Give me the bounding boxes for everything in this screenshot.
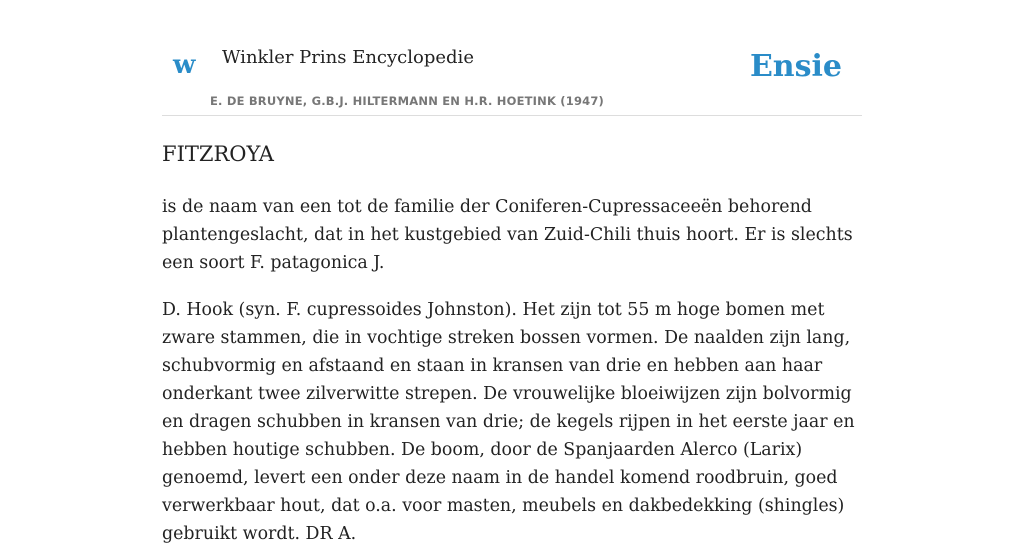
article — [162, 142, 862, 548]
article-paragraph: is de naam van een tot de familie der Coniferen-Cupressaceeën behorend plantengeslacht, dat in het kustgebied van Zuid-Chili thuis hoort. Er is slechts een soort F. patagonica J. — [162, 197, 853, 274]
site-header — [162, 0, 862, 116]
brand-logo[interactable]: Ensie — [749, 49, 842, 84]
page — [162, 0, 862, 548]
article-title: FITZROYA — [162, 142, 274, 166]
logo-icon[interactable]: w — [173, 50, 196, 80]
authors-byline: E. DE BRUYNE, G.B.J. HILTERMANN EN H.R. HOETINK (1947) — [210, 94, 605, 108]
site-title[interactable]: Winkler Prins Encyclopedie — [222, 47, 474, 68]
article-paragraph: D. Hook (syn. F. cupressoides Johnston). Het zijn tot 55 m hoge bomen met zware stammen, die in vochtige streken bossen vormen. De naalden zijn lang, schubvormig en afstaand en staan in kransen van drie en hebben aan haar onderkant twee zilverwitte strepen. De vrouwelijke bloeiwijzen zijn bolvormig en dragen schubben in kransen van drie; de kegels rijpen in het eerste jaar en hebben houtige schubben. De boom, door de Spanjaarden Alerco (Larix) genoemd, levert een onder deze naam in de handel komend roodbruin, goed verwerkbaar hout, dat o.a. voor masten, meubels en dakbedekking (shingles) gebruikt wordt. DR A. — [162, 300, 855, 545]
